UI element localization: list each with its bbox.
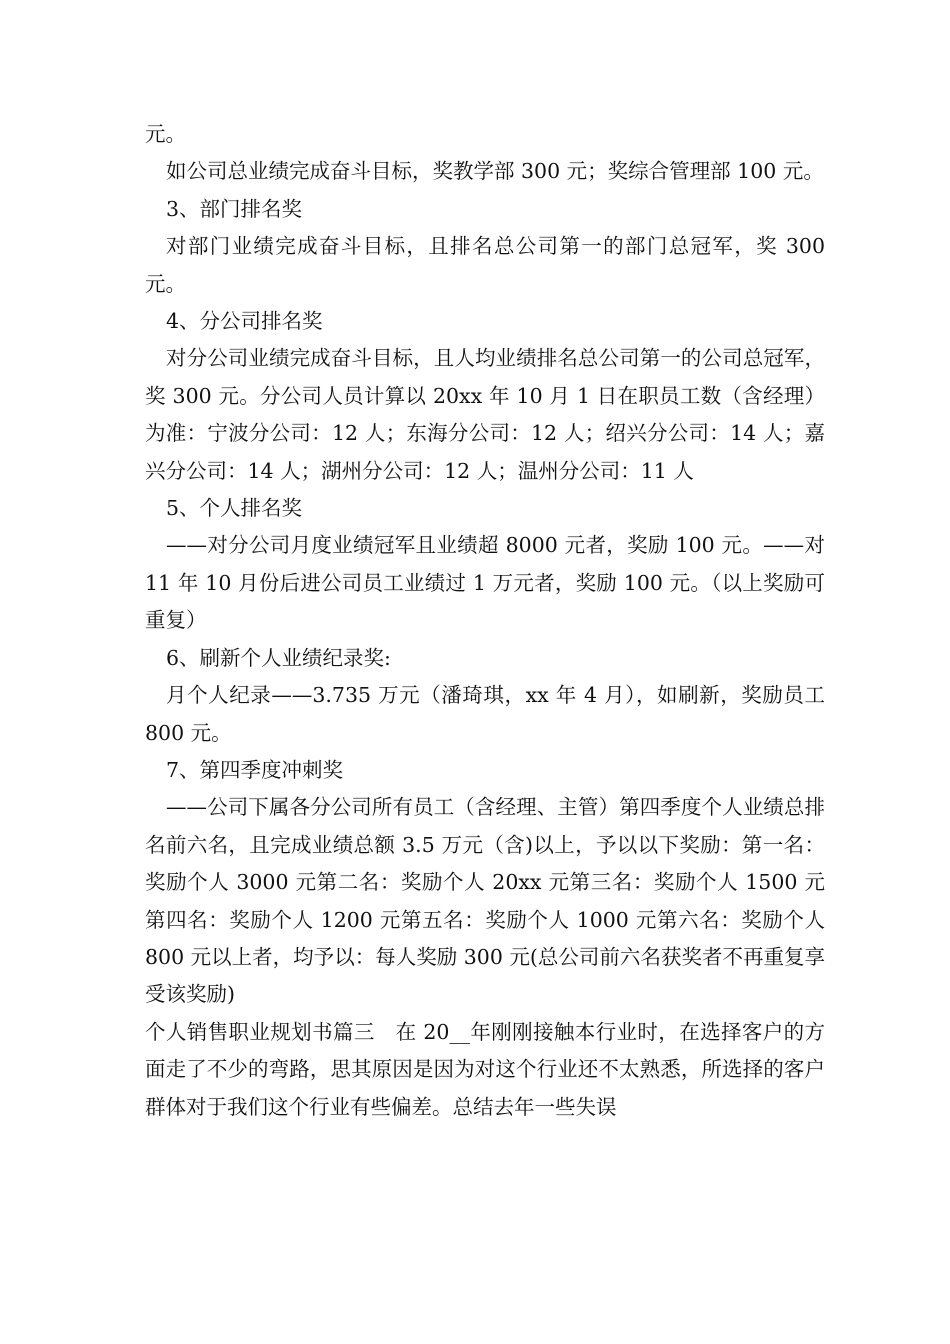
heading-q4-sprint-award: 7、第四季度冲刺奖 <box>166 757 344 782</box>
paragraph-overall-target-award: 如公司总业绩完成奋斗目标，奖教学部 300 元；奖综合管理部 100 元。 <box>166 159 824 184</box>
document-body <box>145 116 825 1126</box>
heading-record-award: 6、刷新个人业绩纪录奖: <box>166 645 391 670</box>
paragraph-branch-ranking-award: 对分公司业绩完成奋斗目标，且人均业绩排名总公司第一的公司总冠军，奖 300 元。分公司人员计算以 20xx 年 10 月 1 日在职员工数（含经理）为准：宁波分公司：12 人；东海分公司：12 人；绍兴分公司：14 人；嘉兴分公司：14 人；湖州分公司：12 人；温州分公司：11 人 <box>145 346 826 483</box>
paragraph-career-plan-part3: 个人销售职业规划书篇三 在 20__年刚刚接触本行业时，在选择客户的方面走了不少的弯路，思其原因是因为对这个行业还不太熟悉，所选择的客户群体对于我们这个行业有些偏差。总结去年一些失误 <box>145 1019 825 1119</box>
paragraph-continuation: 元。 <box>145 122 186 146</box>
heading-personal-ranking-award: 5、个人排名奖 <box>166 496 303 521</box>
paragraph-department-ranking-award: 对部门业绩完成奋斗目标，且排名总公司第一的部门总冠军，奖 300 元。 <box>145 234 825 296</box>
heading-department-ranking-award: 3、部门排名奖 <box>166 196 303 221</box>
paragraph-q4-sprint-award: ——公司下属各分公司所有员工（含经理、主管）第四季度个人业绩总排名前六名，且完成业绩总额 3.5 万元（含)以上，予以以下奖励：第一名：奖励个人 3000 元第二名：奖励个人 20xx 元第三名：奖励个人 1500 元第四名：奖励个人 1200 元第五名：奖励个人 1000 元第六名：奖励个人 800 元以上者，均予以：每人奖励 300 元(总公司前六名获奖者不再重复享受该奖励) <box>145 795 825 1007</box>
paragraph-personal-ranking-award: ——对分公司月度业绩冠军且业绩超 8000 元者，奖励 100 元。——对 11 年 10 月份后进公司员工业绩过 1 万元者，奖励 100 元。（以上奖励可重复） <box>145 533 825 633</box>
paragraph-record-award: 月个人纪录——3.735 万元（潘琦琪，xx 年 4 月），如刷新，奖励员工 800 元。 <box>145 683 825 745</box>
heading-branch-ranking-award: 4、分公司排名奖 <box>166 309 323 334</box>
